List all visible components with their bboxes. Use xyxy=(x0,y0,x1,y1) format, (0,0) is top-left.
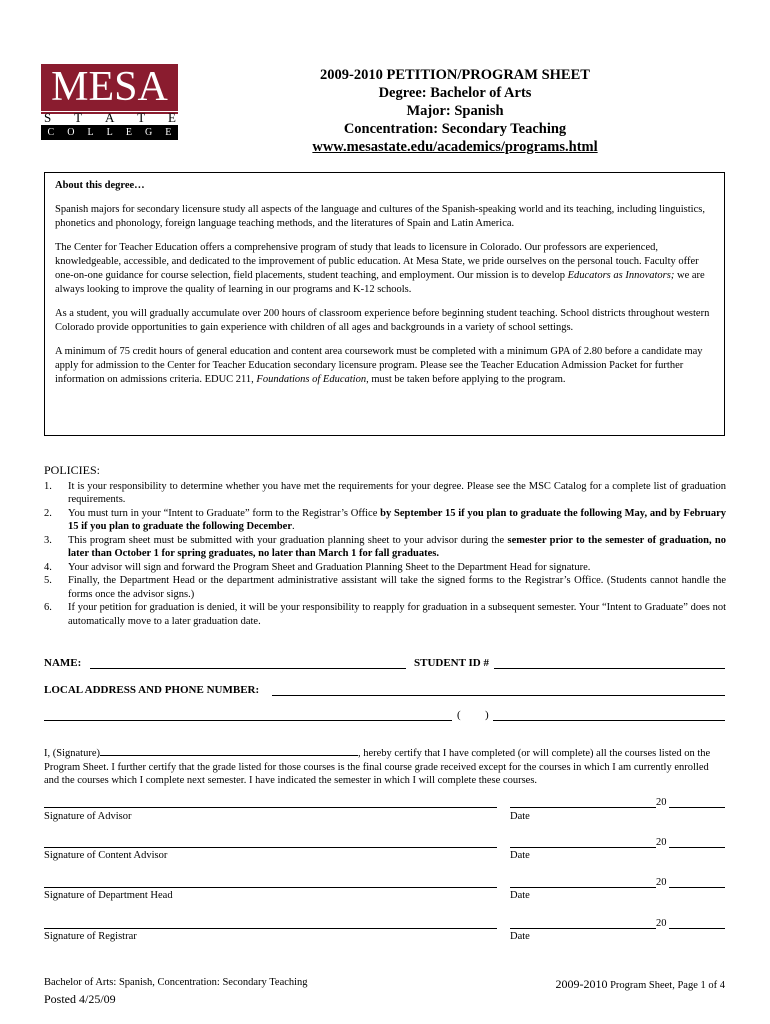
logo-letter: E xyxy=(168,110,176,125)
policy-number: 6. xyxy=(44,602,52,613)
about-paragraph-4 xyxy=(55,345,714,387)
policies-heading: POLICIES: xyxy=(44,463,101,477)
about-title: About this degree… xyxy=(55,180,145,191)
policy-item xyxy=(44,601,726,628)
cert-text-part: I, (Signature) xyxy=(44,748,100,759)
about-text: we are always looking to improve the quality of learning in our programs and K-12 schools. xyxy=(55,270,705,295)
logo-letter: L xyxy=(87,127,94,138)
policy-text: Your advisor will sign and forward the Program Sheet and Graduation Planning Sheet to the Department Head for signature. xyxy=(68,561,591,573)
department-head-signature-field[interactable] xyxy=(44,887,497,888)
student-id-field[interactable] xyxy=(494,668,725,669)
advisor-signature-label: Signature of Advisor xyxy=(44,811,132,822)
about-degree-box xyxy=(44,172,725,436)
policy-text-bold: by September 15 if you plan to graduate the following May, and by February 15 if you plan to graduate the following December xyxy=(68,507,726,532)
phone-field[interactable] xyxy=(493,720,725,721)
department-head-signature-label: Signature of Department Head xyxy=(44,890,173,901)
footer-left: Bachelor of Arts: Spanish, Concentration: Secondary Teaching xyxy=(44,977,308,988)
content-advisor-date-year: 20 xyxy=(656,837,667,848)
advisor-date-year: 20 xyxy=(656,797,667,808)
about-emphasis: Foundations of Education xyxy=(256,374,367,385)
logo-letter: E xyxy=(125,127,132,138)
department-head-date-field[interactable] xyxy=(510,887,656,888)
policy-item xyxy=(44,561,726,575)
policy-number: 4. xyxy=(44,561,52,573)
about-emphasis: Educators as Innovators; xyxy=(567,270,675,281)
policy-number: 3. xyxy=(44,534,52,546)
logo-letter: L xyxy=(106,127,113,138)
policy-item xyxy=(44,480,726,507)
footer-year: 2009-2010 xyxy=(555,977,608,991)
registrar-date-year: 20 xyxy=(656,918,667,929)
registrar-date-label: Date xyxy=(510,931,530,942)
policy-text-bold: semester prior to the semester of graduation, no later than October 1 for spring graduates, no later than March 1 for fall graduates. xyxy=(68,534,726,559)
policy-text: Finally, the Department Head or the department administrative assistant will take the signed forms to the Registrar’s Office. (Students cannot handle the forms once the advisor signs.) xyxy=(68,575,726,600)
logo-mesa: MESA xyxy=(51,64,168,110)
policy-text-part: You must turn in your “Intent to Graduate” form to the Registrar’s Office xyxy=(68,507,381,519)
advisor-signature-field[interactable] xyxy=(44,807,497,808)
department-head-date-label: Date xyxy=(510,890,530,901)
about-text: , must be taken before applying to the program. xyxy=(366,374,566,385)
student-id-label: STUDENT ID # xyxy=(414,657,489,669)
logo-letter: A xyxy=(104,110,115,125)
about-paragraph-3: As a student, you will gradually accumulate over 200 hours of classroom experience before beginning student teaching. School districts throughout western Colorado provide opportunities to gain experience with children of all ages and backgrounds in a variety of school settings. xyxy=(55,308,710,333)
phone-paren-close: ) xyxy=(485,709,489,721)
address-field-line-2[interactable] xyxy=(44,720,452,721)
logo-letter: T xyxy=(137,110,146,125)
footer-page: Program Sheet, Page 1 of 4 xyxy=(607,980,725,991)
policy-text xyxy=(68,507,726,534)
advisor-year-field[interactable] xyxy=(669,807,725,808)
registrar-date-field[interactable] xyxy=(510,928,656,929)
logo-state xyxy=(44,110,176,126)
policy-text: It is your responsibility to determine whether you have met the requirements for your degree. Please see the MSC Catalog for a complete list of graduation requirements. xyxy=(68,480,726,505)
logo-letter: T xyxy=(74,110,83,125)
policy-item xyxy=(44,507,726,534)
content-advisor-year-field[interactable] xyxy=(669,847,725,848)
name-field[interactable] xyxy=(90,668,406,669)
about-text: The Center for Teacher Education offers a comprehensive program of study that leads to licensure in Colorado. Our professors are experienced, knowledgeable, accessible, and dedicated to the improvement of public education. At Mesa State, we pride ourselves on the personal touch. Faculty offer one-on-one guidance for course selection, field placements, student teaching, and employment. Our mission is to develop xyxy=(55,242,699,281)
logo-letter: O xyxy=(67,127,75,138)
content-advisor-signature-label: Signature of Content Advisor xyxy=(44,850,168,861)
about-paragraph-2 xyxy=(55,241,714,297)
header-url-link[interactable]: www.mesastate.edu/academics/programs.html xyxy=(312,139,598,155)
content-advisor-date-field[interactable] xyxy=(510,847,656,848)
header-major: Major: Spanish xyxy=(406,103,504,119)
logo-letter: G xyxy=(144,127,153,138)
registrar-signature-field[interactable] xyxy=(44,928,497,929)
logo-letter: C xyxy=(47,127,55,138)
policy-item xyxy=(44,534,726,561)
document-header xyxy=(250,66,660,156)
policy-text-part: This program sheet must be submitted with your graduation planning sheet to your advisor during the xyxy=(68,534,508,546)
address-field[interactable] xyxy=(272,695,725,696)
logo-college xyxy=(41,125,178,140)
department-head-date-year: 20 xyxy=(656,877,667,888)
policy-number: 2. xyxy=(44,507,52,519)
header-degree: Degree: Bachelor of Arts xyxy=(378,85,532,101)
phone-paren-open: ( xyxy=(457,709,461,721)
certification-text xyxy=(44,745,726,788)
content-advisor-signature-field[interactable] xyxy=(44,847,497,848)
header-concentration: Concentration: Secondary Teaching xyxy=(343,121,567,137)
about-text: A minimum of 75 credit hours of general education and content area coursework must be completed with a minimum GPA of 2.80 before a candidate may apply for admission to the Center for Teacher Education secondary licensure program. Please see the Teacher Education Admission Packet for further information on admissions criteria. EDUC 211, xyxy=(55,346,703,385)
footer-posted: Posted 4/25/09 xyxy=(44,992,116,1006)
header-title: 2009-2010 PETITION/PROGRAM SHEET xyxy=(320,67,590,83)
name-label: NAME: xyxy=(44,657,82,669)
advisor-date-label: Date xyxy=(510,811,530,822)
policy-item xyxy=(44,574,726,601)
policy-number: 5. xyxy=(44,575,52,586)
certify-signature-field[interactable] xyxy=(100,745,358,756)
content-advisor-date-label: Date xyxy=(510,850,530,861)
policy-number: 1. xyxy=(44,480,52,492)
policies-section xyxy=(44,464,726,628)
footer-right xyxy=(555,977,725,992)
policy-text: If your petition for graduation is denied, it will be your responsibility to reapply for graduation in a subsequent semester. Your “Intent to Graduate” does not automatically move to a later graduation date. xyxy=(68,602,726,627)
policy-text-part: . xyxy=(291,521,295,532)
policies-list xyxy=(44,480,726,629)
advisor-date-field[interactable] xyxy=(510,807,656,808)
department-head-year-field[interactable] xyxy=(669,887,725,888)
registrar-signature-label: Signature of Registrar xyxy=(44,931,137,942)
about-paragraph-1: Spanish majors for secondary licensure study all aspects of the language and cultures of the Spanish-speaking world and its teaching, including linguistics, phonetics and phonology, foreign language teaching methods, and the literatures of Spain and Latin America. xyxy=(55,204,705,229)
address-label: LOCAL ADDRESS AND PHONE NUMBER: xyxy=(44,684,260,696)
logo-letter: S xyxy=(44,110,52,125)
logo-letter: E xyxy=(165,127,172,138)
cert-text-part: , hereby certify that I have completed (or will complete) all the courses listed on the Program Sheet. I further certify that the grade listed for those courses is the final course grade received except for the courses in which I am currently enrolled and the courses which I complete next semester. I have indicated the semester in which I will complete these courses. xyxy=(44,748,711,786)
policy-text xyxy=(68,534,726,561)
registrar-year-field[interactable] xyxy=(669,928,725,929)
